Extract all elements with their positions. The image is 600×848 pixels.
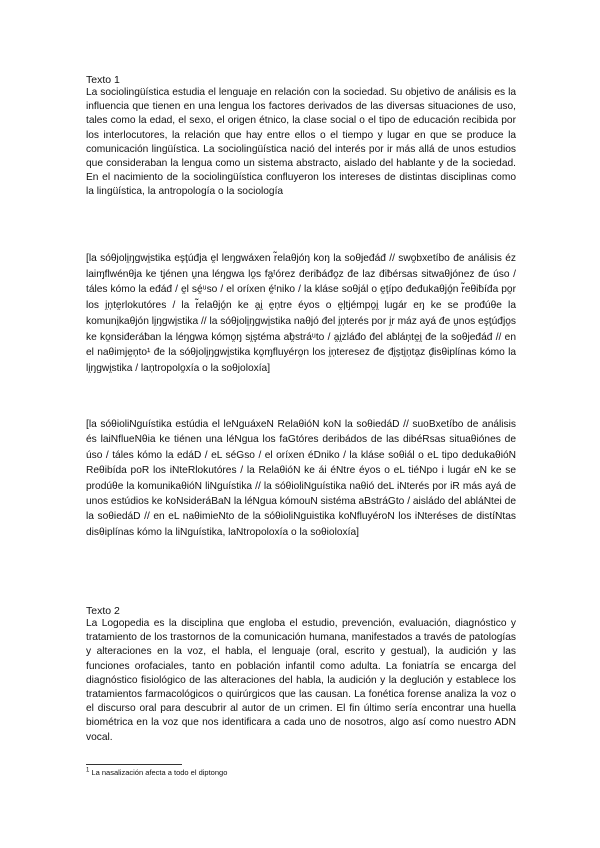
texto1-heading: Texto 1 [86,74,120,86]
footnote [86,768,227,778]
footnote-text: La nasalización afecta a todo el diptongo [91,768,228,777]
texto1-body: La sociolingüística estudia el lenguaje en relación con la sociedad. Su objetivo de análisis es la influencia que tienen en una lengua los factores derivados de las diversas situaciones de uso, tales como la edad, el sexo, el origen étnico, la clase social o el tipo de educación recibida por los interlocutores, la relación que hay entre ellos o el tiempo y lugar en que se produce la comunicación lingüística. La sociolingüística nació del interés por ir más allá de unos estudios que consideraban la lengua como un sistema abstracto, aislado del hablante y de la sociedad. En el nacimiento de la sociolingüística confluyeron los intereses de distintas disciplinas como la lingüística, la antropología o la sociología [86,87,516,198]
orthographic-transcription [86,417,516,540]
texto2-heading: Texto 2 [86,605,120,617]
phonetic-transcription-text: [la sóθjoli̯ŋgwi̯stika eşţúđja e̯l leŋgwáxen r̃elaθjóŋ koŋ la soθjeđáđ // swo̯bxetíbo đe análisis éz laiɱflwénθja ke tjénen u̯na léŋgwa lo̯s fa̯ᵗórez đeriƀáđo̯z đe laz điƀérsas sitwaθjónez đe úso / táles kómo la eđáđ / e̯l sé̯ᵘso / el oríxen é̯ᵗniko / la kláse soθjál o e̯ţípo đeđukaθjó̯n r̃eθiƀíđa po̯r los i̯ņte̯rlokutóres / la r̃elaθjó̯n ke a̯i̯ e̯ņtre éyos o e̯ļtjémpo̯i̯ lugár eŋ ke se prođúθe la komuni̯kaθjón li̯ŋgwi̯stika // la sóθjoli̯ŋgwi̯stika naθjó đel i̯ņterés por i̯r máz ayá đe u̯nos eşţúđjo̯s ke ko̯nsiđeɾáƀan la léŋgwa kómo̯ŋ si̯ştéma aƀ̯stráᵘto / a̯i̯zláđo đel aƀláņte̯i̯ đe la soθjeđáđ // en el naθimje̯ņto¹ đe la sóθjoli̯ŋgwi̯stika ko̯ɱfluyéro̯n los i̯ņteresez đe đi̯şti̯ņta̯z đ̯isθiplínas kómo la li̯ŋgwi̯stika / laņtropolo̯xía o la soθjoloxía] [86,253,516,374]
footnote-marker: 1 [86,767,90,774]
footnote-divider [86,764,182,765]
texto2-body: La Logopedia es la disciplina que engloba el estudio, prevención, evaluación, diagnóstico y tratamiento de los trastornos de la comunicación humana, manifestados a través de patologías y alteraciones en la voz, el habla, el lenguaje (oral, escrito y gestual), la audición y las funciones orofaciales, tanto en población infantil como adulta. La foniatría se encarga del diagnóstico fisiológico de las alteraciones del habla, la audición y la deglución y establece los tratamientos farmacológicos o quirúrgicos que las causan. La fonética forense analiza la voz o el discurso oral para descubrir al autor de un crimen. El fin último sería encontrar una huella biométrica en la voz que nos identificara a cada uno de nosotros, algo así como nuestro ADN vocal. [86,618,516,743]
phonetic-transcription [86,251,516,377]
orthographic-transcription-text: [la sóθioliNguístika estúdia el leNguáxeN RelaθióN koN la soθiedáD // suoBxetíbo de análisis és laiNflueNθia ke tiénen una léNgua los faGtóres deribádos de las dibéRsas situaθiónes de úso / táles kómo la edáD / eL séGso / el oríxen éDniko / la kláse soθiál o eL tipo dedukaθióN Reθibída poR los iNteRlokutóres / la RelaθióN ke ái éNtre éyos o eL tiéNpo i lugár eN ke se prodúθe la komunikaθióN liNguístika // la sóθioliNguístika naθió deL iNterés por iR más ayá de unos estúdios ke koNsideráBaN la léNgua kómouN sistéma aBstráGto / aisládo del abláNtei de la soθiedáD // en eL naθimieNto de la sóθioliNguistika koNfluyéroN los iNteréses de distíNtas disθiplínas kómo la liNguístika, laNtropoloxía o la soθioloxía] [86,419,516,538]
texto1-paragraph [86,86,516,200]
texto2-paragraph [86,617,516,745]
